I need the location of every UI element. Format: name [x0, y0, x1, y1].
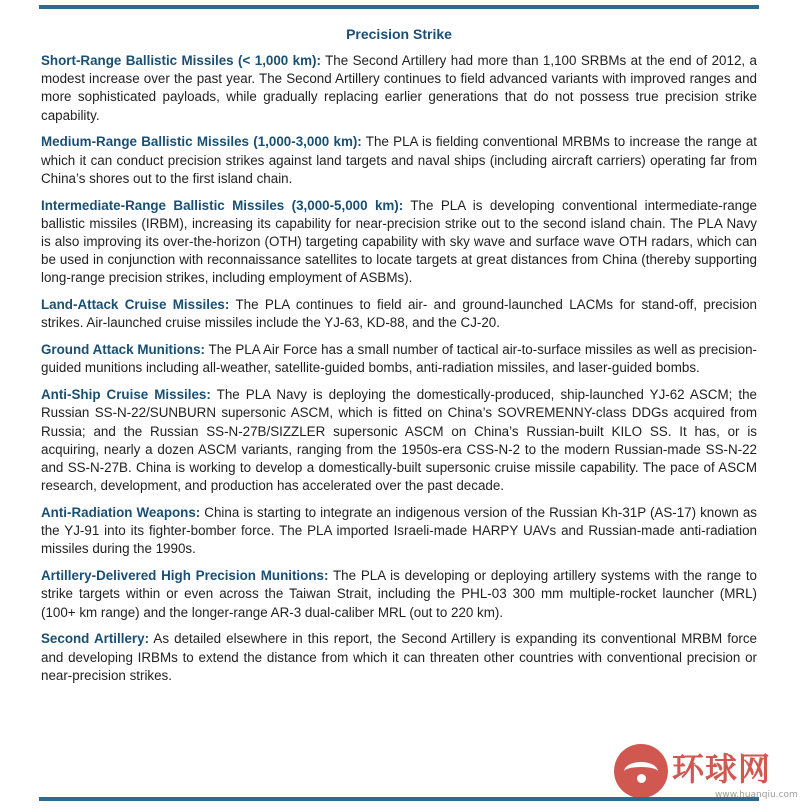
section-heading: Second Artillery: — [41, 631, 150, 647]
watermark-url: www.huanqiu.com — [715, 790, 798, 800]
content-body — [41, 52, 757, 694]
section-lacm — [41, 296, 757, 332]
watermark-text: 环球网 — [672, 750, 772, 788]
section-heading: Anti-Radiation Weapons: — [41, 505, 201, 521]
section-text: As detailed elsewhere in this report, the Second Artillery is expanding its conventional MRBM force and developing IRBMs to extend the distance from which it can threaten other countries with conventional precision or near-precision strikes. — [41, 631, 758, 683]
section-text: The PLA Air Force has a small number of tactical air-to-surface missiles as well as precision-guided munitions including all-weather, satellite-guided bombs, anti-radiation missiles, and laser-guided bombs. — [41, 342, 757, 376]
section-mrbm — [41, 133, 757, 188]
watermark — [610, 742, 800, 806]
watermark-logo-icon — [614, 744, 668, 798]
section-heading: Ground Attack Munitions: — [41, 342, 205, 358]
section-artillery-munitions — [41, 567, 757, 622]
section-text: The PLA is developing conventional intermediate-range ballistic missiles (IRBM), increasing its capability for near-precision strike out to the second island chain. The PLA Navy is also improving its over-the-horizon (OTH) targeting capability with sky wave and surface wave OTH radars, which can be used in conjunction with reconnaissance satellites to locate targets at great distances from China (thereby supporting long-range precision strikes, including employment of ASBMs). — [41, 197, 757, 286]
section-srbm — [41, 52, 757, 125]
section-ascm — [41, 386, 757, 495]
section-text: The PLA continues to field air- and ground-launched LACMs for stand-off, precision strikes. Air-launched cruise missiles include the YJ-63, KD-88, and the CJ-20. — [41, 297, 757, 331]
section-text: The PLA is developing or deploying artillery systems with the range to strike targets within or even across the Taiwan Strait, including the PHL-03 300 mm multiple-rocket launcher (MRL) (100+ km range) and the longer-range AR-3 dual-caliber MRL (out to 220 km). — [41, 568, 757, 620]
section-irbm — [41, 197, 757, 288]
section-anti-radiation — [41, 504, 757, 559]
section-text: The PLA is fielding conventional MRBMs to increase the range at which it can conduct precision strikes against land targets and naval ships (including aircraft carriers) operating far from China’s shores out to the first island chain. — [41, 134, 757, 186]
section-text: The PLA Navy is deploying the domestically-produced, ship-launched YJ-62 ASCM; the Russian SS-N-22/SUNBURN supersonic ASCM, which is fitted on China’s SOVREMENNY-class DDGs acquired from Russia; and the Russian SS-N-27B/SIZZLER supersonic ASCM on China’s Russian-built KILO SS. It has, or is acquiring, nearly a dozen ASCM variants, ranging from the 1950s-era CSS-N-2 to the modern Russian-made SS-N-22 and SS-N-27B. China is working to develop a domestically-built supersonic cruise missile capability. The pace of ASCM research, development, and production has accelerated over the past decade. — [41, 387, 757, 494]
section-second-artillery — [41, 630, 757, 685]
section-ground-attack — [41, 341, 757, 377]
section-heading: Medium-Range Ballistic Missiles (1,000-3,000 km): — [41, 134, 362, 150]
section-heading: Land-Attack Cruise Missiles: — [41, 297, 230, 313]
section-heading: Anti-Ship Cruise Missiles: — [41, 387, 211, 403]
section-heading: Short-Range Ballistic Missiles (< 1,000 km): — [41, 53, 321, 68]
section-text: The Second Artillery had more than 1,100 SRBMs at the end of 2012, a modest increase over the past year. The Second Artillery continues to field advanced variants with improved ranges and more sophisticated payloads, while gradually replacing earlier generations that do not possess true precision strike capability. — [41, 53, 757, 123]
page-title: Precision Strike — [346, 26, 452, 42]
section-text: China is starting to integrate an indigenous version of the Russian Kh-31P (AS-17) known as the YJ-91 into its fighter-bomber force. The PLA imported Israeli-made HARPY UAVs and Russian-made anti-radiation missiles during the 1990s. — [41, 505, 757, 557]
section-heading: Artillery-Delivered High Precision Munitions: — [41, 568, 329, 584]
top-rule — [39, 5, 759, 9]
section-heading: Intermediate-Range Ballistic Missiles (3,000-5,000 km): — [41, 197, 404, 213]
